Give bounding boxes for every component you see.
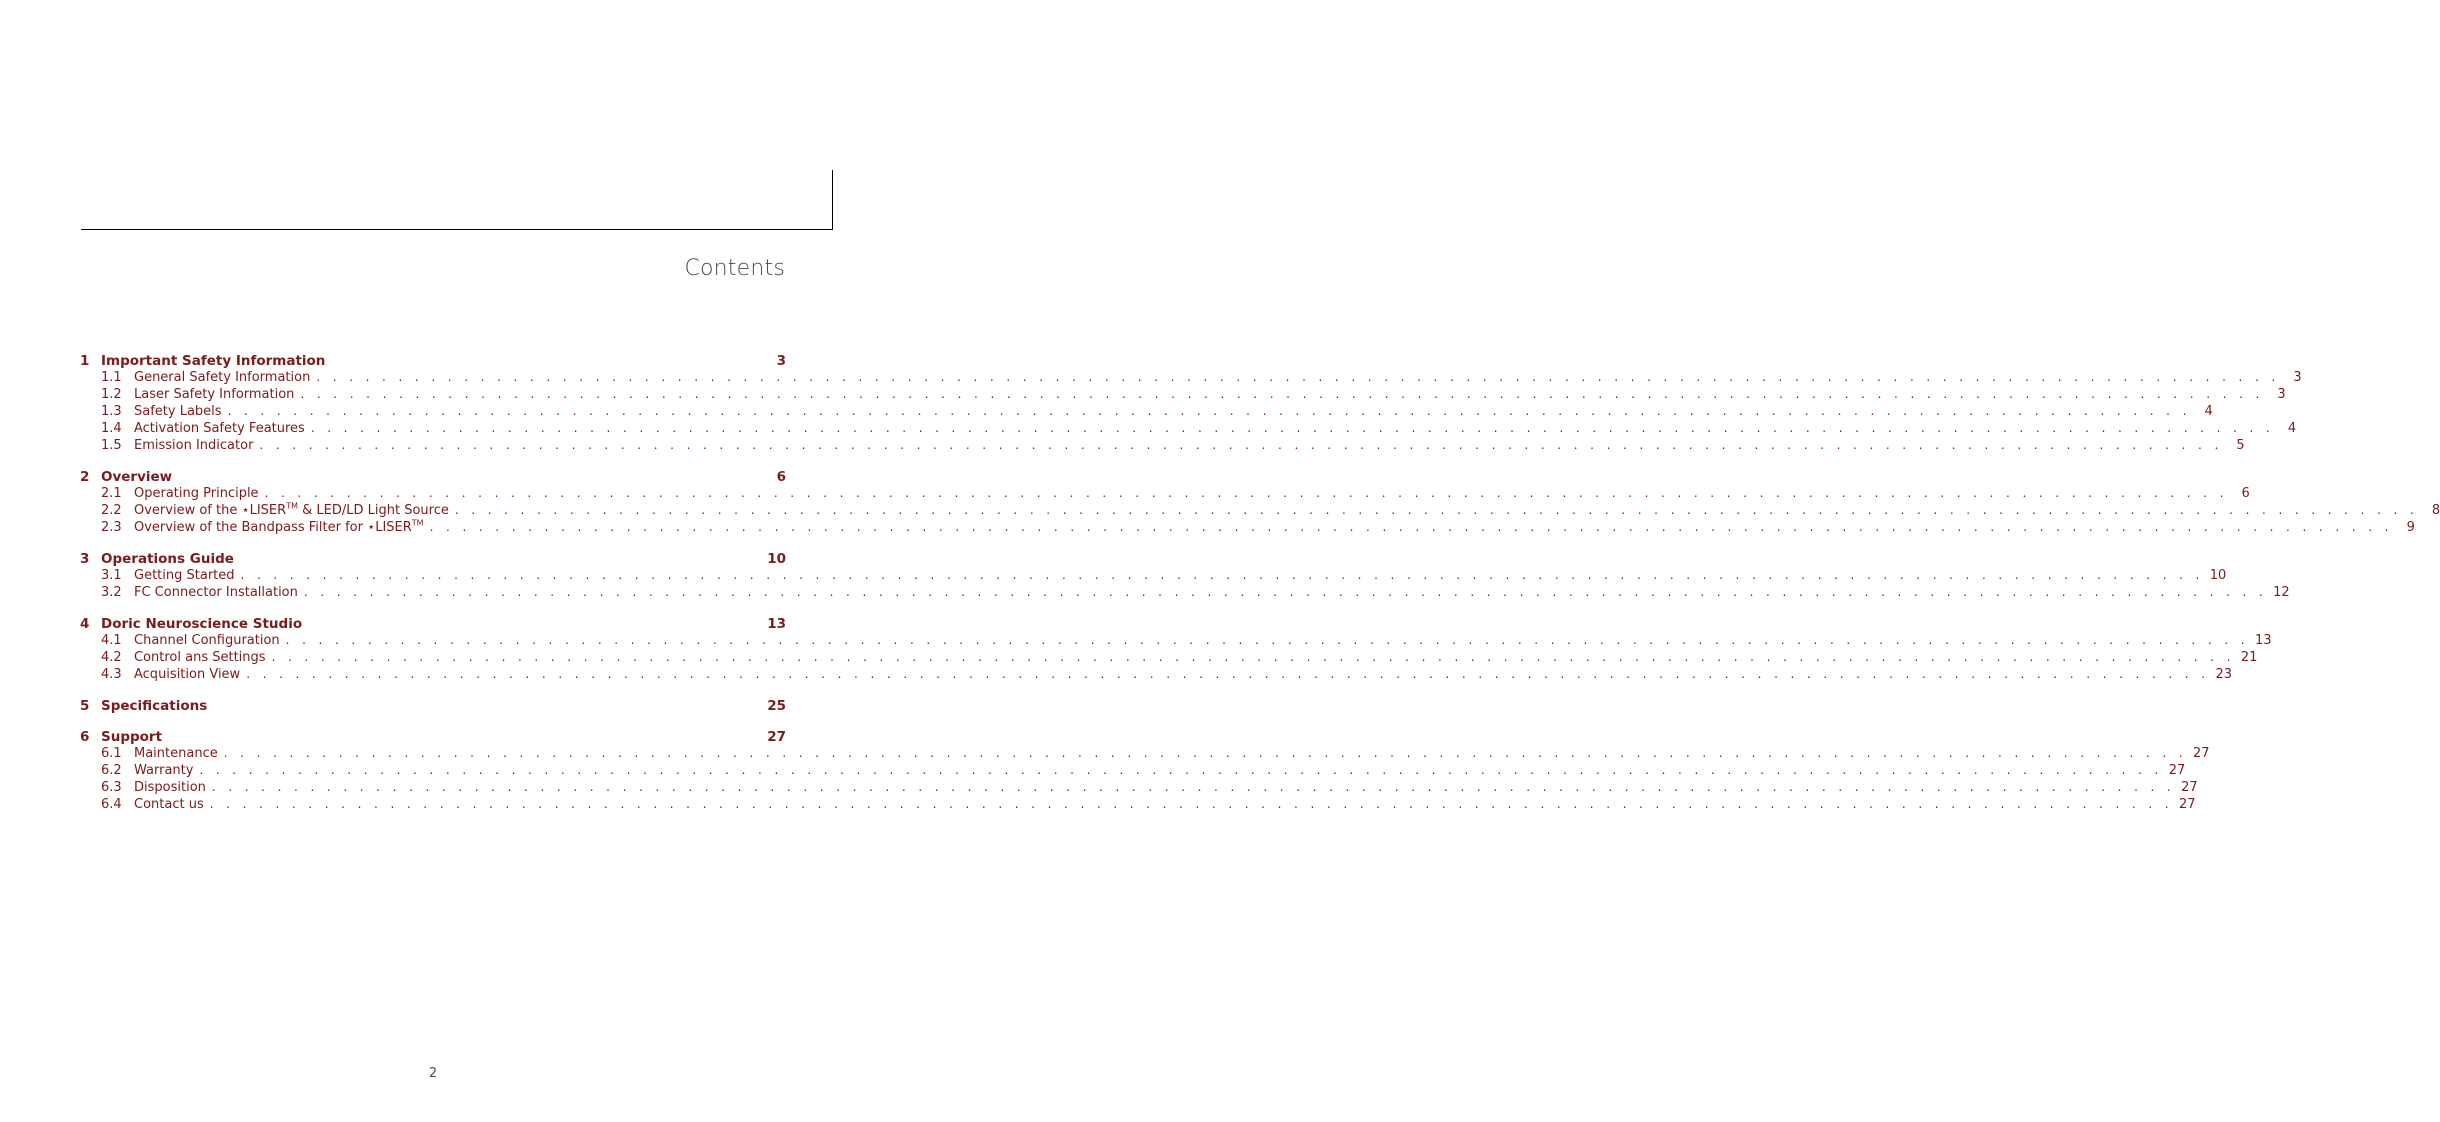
dot-leader: . . . . . . . . . . . . . . . . . . . . . . . . . . . . . . . . . . . . . . . . . . . . . . . . . . . . . . . . . . . . . . . . . . . . . . . . . . . . . . . . . . . . . . . . . . . . . . . . . . . . . . . . . . . . . . . . . . . . . . . . [227, 404, 2191, 418]
toc-entry-link[interactable] [80, 486, 2250, 503]
toc-section-title: Support [101, 729, 163, 745]
toc-section-link[interactable] [80, 353, 786, 370]
dot-leader: . . . . . . . . . . . . . . . . . . . . . . . . . . . . . . . . . . . . . . . . . . . . . . . . . . . . . . . . . . . . . . . . . . . . . . . . . . . . . . . . . . . . . . . . . . . . . . . . . . . . . . . . . . . . . . . . . . . . . . . . [264, 486, 2228, 500]
toc-entry-page: 5 [2236, 438, 2245, 453]
toc-entry-link[interactable] [80, 421, 2297, 438]
toc-entry-title: Acquisition View [134, 667, 241, 682]
toc-section [80, 353, 2302, 455]
toc-entry-link[interactable] [80, 797, 2196, 814]
toc-entry-title: Emission Indicator [134, 438, 254, 453]
toc-section-page: 13 [767, 616, 786, 632]
toc-section-title: Overview [101, 469, 173, 485]
toc-entry-title: Warranty [134, 763, 194, 778]
dot-leader: . . . . . . . . . . . . . . . . . . . . . . . . . . . . . . . . . . . . . . . . . . . . . . . . . . . . . . . . . . . . . . . . . . . . . . . . . . . . . . . . . . . . . . . . . . . . . . . . . . . . . . . . . . . . . . . . . . . . . . . . [429, 520, 2393, 534]
header-rule-vertical [832, 170, 833, 229]
toc-section-title: Operations Guide [101, 551, 234, 567]
toc-section-link[interactable] [80, 729, 786, 746]
toc-entry-page: 8 [2431, 503, 2440, 518]
toc-entry-link[interactable] [80, 501, 2440, 520]
toc-entry-page: 3 [2293, 370, 2302, 385]
toc-entry-title: FC Connector Installation [134, 585, 298, 600]
toc-section-page: 25 [767, 698, 786, 714]
toc-section-page: 10 [767, 551, 786, 567]
toc-section-title: Important Safety Information [101, 353, 326, 369]
toc-entry-number: 1.2 [101, 387, 122, 402]
toc-section [80, 551, 2290, 602]
toc-entry-number: 4.2 [101, 650, 122, 665]
toc-entry-title: Getting Started [134, 568, 235, 583]
toc-entry-title: Laser Safety Information [134, 387, 295, 402]
dot-leader: . . . . . . . . . . . . . . . . . . . . . . . . . . . . . . . . . . . . . . . . . . . . . . . . . . . . . . . . . . . . . . . . . . . . . . . . . . . . . . . . . . . . . . . . . . . . . . . . . . . . . . . . . . . . . . . . . . . . . . . . [209, 797, 2173, 811]
toc-entry-link[interactable] [80, 763, 2186, 780]
toc-entry-number: 4.1 [101, 633, 122, 648]
toc-entry-title: Contact us [134, 797, 204, 812]
toc-section-number: 1 [80, 353, 90, 369]
toc-entry-page: 27 [2181, 780, 2198, 795]
toc-entry-title: Maintenance [134, 746, 218, 761]
toc-entry-link[interactable] [80, 387, 2286, 404]
toc-entry-link[interactable] [80, 633, 2272, 650]
dot-leader: . . . . . . . . . . . . . . . . . . . . . . . . . . . . . . . . . . . . . . . . . . . . . . . . . . . . . . . . . . . . . . . . . . . . . . . . . . . . . . . . . . . . . . . . . . . . . . . . . . . . . . . . . . . . . . . . . . . . . . . . [240, 568, 2204, 582]
toc-entry-page: 10 [2209, 568, 2227, 583]
dot-leader: . . . . . . . . . . . . . . . . . . . . . . . . . . . . . . . . . . . . . . . . . . . . . . . . . . . . . . . . . . . . . . . . . . . . . . . . . . . . . . . . . . . . . . . . . . . . . . . . . . . . . . . . . . . . . . . . . . . . . . . . [259, 438, 2223, 452]
toc-entry-number: 1.1 [101, 370, 122, 385]
toc-entry-page: 27 [2193, 746, 2210, 761]
toc-entry-link[interactable] [80, 667, 2232, 684]
dot-leader: . . . . . . . . . . . . . . . . . . . . . . . . . . . . . . . . . . . . . . . . . . . . . . . . . . . . . . . . . . . . . . . . . . . . . . . . . . . . . . . . . . . . . . . . . . . . . . . . . . . . . . . . . . . . . . . . . . . . . . . . [199, 763, 2163, 777]
toc-entry-page: 21 [2240, 650, 2258, 665]
dot-leader: . . . . . . . . . . . . . . . . . . . . . . . . . . . . . . . . . . . . . . . . . . . . . . . . . . . . . . . . . . . . . . . . . . . . . . . . . . . . . . . . . . . . . . . . . . . . . . . . . . . . . . . . . . . . . . . . . . . . . . . . [246, 667, 2210, 681]
toc-entry-title-text: Overview of the ⋆LISER [134, 503, 287, 518]
toc-entry-page: 9 [2406, 520, 2415, 535]
toc-section [80, 469, 2440, 537]
toc-entry-title [134, 520, 424, 535]
toc-section [80, 698, 786, 715]
toc-entry-number: 1.4 [101, 421, 122, 436]
trademark-superscript: TM [411, 518, 424, 528]
toc-entry-page: 27 [2168, 763, 2186, 778]
toc-section [80, 729, 2210, 814]
dot-leader: . . . . . . . . . . . . . . . . . . . . . . . . . . . . . . . . . . . . . . . . . . . . . . . . . . . . . . . . . . . . . . . . . . . . . . . . . . . . . . . . . . . . . . . . . . . . . . . . . . . . . . . . . . . . . . . . . . . . . . . . [271, 650, 2235, 664]
dot-leader: . . . . . . . . . . . . . . . . . . . . . . . . . . . . . . . . . . . . . . . . . . . . . . . . . . . . . . . . . . . . . . . . . . . . . . . . . . . . . . . . . . . . . . . . . . . . . . . . . . . . . . . . . . . . . . . . . . . . . . . . [223, 746, 2187, 760]
toc-section-page: 3 [776, 353, 786, 369]
toc-entry-page: 6 [2241, 486, 2250, 501]
toc-entry-title: Control ans Settings [134, 650, 266, 665]
toc-entry-link[interactable] [80, 746, 2210, 763]
toc-entry-number: 6.4 [101, 797, 122, 812]
toc-entry-title [134, 503, 449, 518]
toc-entry-page: 4 [2287, 421, 2297, 436]
toc-entry-link[interactable] [80, 404, 2213, 421]
toc-section-title: Doric Neuroscience Studio [101, 616, 303, 632]
toc-entry-title: General Safety Information [134, 370, 311, 385]
toc-entry-link[interactable] [80, 518, 2415, 537]
dot-leader: . . . . . . . . . . . . . . . . . . . . . . . . . . . . . . . . . . . . . . . . . . . . . . . . . . . . . . . . . . . . . . . . . . . . . . . . . . . . . . . . . . . . . . . . . . . . . . . . . . . . . . . . . . . . . . . . . . . . . . . . [300, 387, 2264, 401]
toc-entry-title-text: & LED/LD Light Source [297, 503, 449, 518]
toc-entry-number: 1.3 [101, 404, 122, 419]
dot-leader: . . . . . . . . . . . . . . . . . . . . . . . . . . . . . . . . . . . . . . . . . . . . . . . . . . . . . . . . . . . . . . . . . . . . . . . . . . . . . . . . . . . . . . . . . . . . . . . . . . . . . . . . . . . . . . . . . . . . . . . . [316, 370, 2280, 384]
dot-leader: . . . . . . . . . . . . . . . . . . . . . . . . . . . . . . . . . . . . . . . . . . . . . . . . . . . . . . . . . . . . . . . . . . . . . . . . . . . . . . . . . . . . . . . . . . . . . . . . . . . . . . . . . . . . . . . . . . . . . . . . [454, 503, 2419, 517]
table-of-contents [80, 353, 2440, 828]
trademark-superscript: TM [286, 501, 298, 511]
toc-entry-number: 2.1 [101, 486, 122, 501]
toc-entry-number: 6.3 [101, 780, 122, 795]
toc-entry-number: 6.2 [101, 763, 122, 778]
toc-section-number: 3 [80, 551, 90, 567]
dot-leader: . . . . . . . . . . . . . . . . . . . . . . . . . . . . . . . . . . . . . . . . . . . . . . . . . . . . . . . . . . . . . . . . . . . . . . . . . . . . . . . . . . . . . . . . . . . . . . . . . . . . . . . . . . . . . . . . . . . . . . . . [303, 585, 2268, 599]
page-title: Contents [684, 256, 785, 281]
toc-entry-link[interactable] [80, 650, 2258, 667]
toc-entry-title: Operating Principle [134, 486, 259, 501]
toc-section-number: 2 [80, 469, 90, 485]
toc-section-link[interactable] [80, 469, 786, 486]
toc-entry-title-text: Overview of the Bandpass Filter for ⋆LISER [134, 520, 412, 535]
dot-leader: . . . . . . . . . . . . . . . . . . . . . . . . . . . . . . . . . . . . . . . . . . . . . . . . . . . . . . . . . . . . . . . . . . . . . . . . . . . . . . . . . . . . . . . . . . . . . . . . . . . . . . . . . . . . . . . . . . . . . . . . [310, 421, 2275, 435]
toc-section [80, 616, 2272, 684]
toc-entry-page: 3 [2277, 387, 2286, 402]
toc-section-link[interactable] [80, 616, 786, 633]
toc-entry-link[interactable] [80, 568, 2227, 585]
page-number: 2 [428, 1066, 438, 1081]
toc-section-number: 5 [80, 698, 90, 714]
toc-entry-page: 23 [2215, 667, 2232, 682]
toc-section-number: 6 [80, 729, 90, 745]
toc-entry-title: Safety Labels [134, 404, 222, 419]
toc-section-page: 6 [776, 469, 786, 485]
toc-entry-number: 4.3 [101, 667, 122, 682]
toc-entry-page: 4 [2204, 404, 2213, 419]
toc-entry-number: 1.5 [101, 438, 122, 453]
toc-entry-number: 3.2 [101, 585, 122, 600]
toc-section-number: 4 [80, 616, 90, 632]
toc-entry-title: Channel Configuration [134, 633, 280, 648]
toc-entry-number: 2.3 [101, 520, 122, 535]
toc-entry-page: 27 [2179, 797, 2196, 812]
toc-entry-link[interactable] [80, 585, 2290, 602]
toc-entry-number: 6.1 [101, 746, 122, 761]
toc-entry-number: 3.1 [101, 568, 122, 583]
toc-entry-number: 2.2 [101, 503, 122, 518]
toc-entry-page: 13 [2254, 633, 2272, 648]
toc-entry-link[interactable] [80, 780, 2198, 797]
toc-entry-link[interactable] [80, 438, 2245, 455]
header-rule-horizontal [81, 229, 833, 230]
dot-leader: . . . . . . . . . . . . . . . . . . . . . . . . . . . . . . . . . . . . . . . . . . . . . . . . . . . . . . . . . . . . . . . . . . . . . . . . . . . . . . . . . . . . . . . . . . . . . . . . . . . . . . . . . . . . . . . . . . . . . . . . [285, 633, 2249, 647]
toc-section-title: Specifications [101, 698, 208, 714]
toc-entry-link[interactable] [80, 370, 2302, 387]
toc-entry-title: Activation Safety Features [134, 421, 305, 436]
toc-entry-page: 12 [2273, 585, 2290, 600]
dot-leader: . . . . . . . . . . . . . . . . . . . . . . . . . . . . . . . . . . . . . . . . . . . . . . . . . . . . . . . . . . . . . . . . . . . . . . . . . . . . . . . . . . . . . . . . . . . . . . . . . . . . . . . . . . . . . . . . . . . . . . . . [211, 780, 2176, 794]
toc-section-page: 27 [767, 729, 786, 745]
toc-entry-title: Disposition [134, 780, 206, 795]
toc-section-link[interactable] [80, 698, 786, 715]
toc-section-link[interactable] [80, 551, 786, 568]
